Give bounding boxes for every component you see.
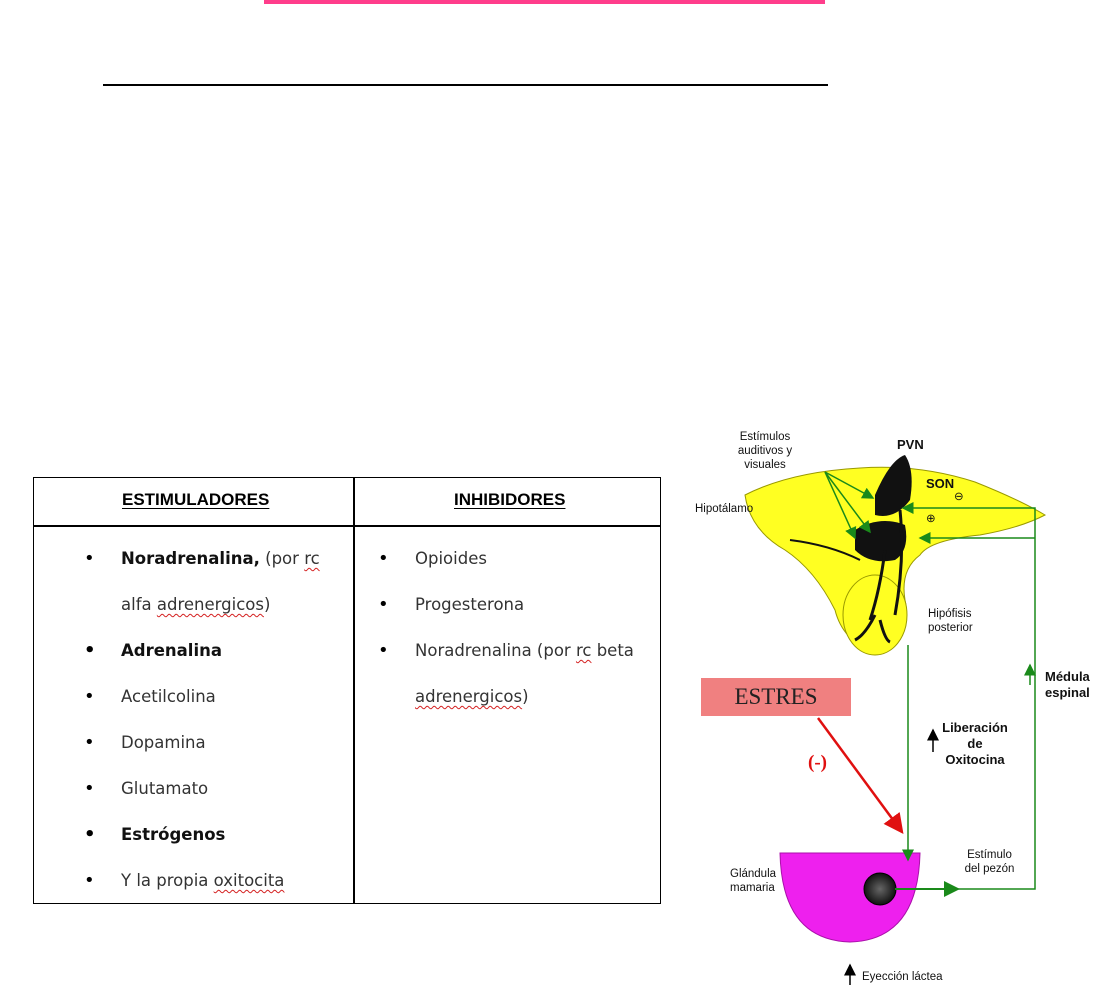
regulators-table xyxy=(33,477,661,904)
stress-arrow xyxy=(818,718,902,832)
label-hipofisis: Hipófisis posterior xyxy=(928,608,973,634)
list-item: • Adrenalina xyxy=(84,628,349,674)
list-item: • Acetilcolina xyxy=(84,674,349,720)
list-item: • Y la propia oxitocita xyxy=(84,858,349,904)
column-divider xyxy=(353,478,355,903)
label-hipotalamo: Hipotálamo xyxy=(695,503,754,515)
label-estimulos: Estímulos auditivos y visuales xyxy=(737,431,793,471)
estres-box: ESTRES xyxy=(701,678,851,716)
nipple xyxy=(864,873,896,905)
list-item: • Dopamina xyxy=(84,720,349,766)
label-son: SON xyxy=(926,476,955,491)
header-accent-bar xyxy=(264,0,825,4)
label-estimulo-pezon: Estímulo del pezón xyxy=(964,849,1015,875)
list-item: • Opioides xyxy=(378,536,658,582)
estimuladores-list xyxy=(84,536,349,904)
list-item: • Noradrenalina, (por rc alfa adrenergicos) xyxy=(84,536,349,628)
header-divider xyxy=(34,525,660,527)
negative-effect-label: (-) xyxy=(808,752,827,773)
label-liberacion: Liberación de Oxitocina xyxy=(942,720,1008,767)
list-item: • Glutamato xyxy=(84,766,349,812)
plus-icon: ⊕ xyxy=(926,513,936,525)
inhibidores-list xyxy=(378,536,658,720)
label-eyeccion: Eyección láctea xyxy=(862,971,943,983)
afferent-path xyxy=(903,508,1035,889)
label-medula: Médula espinal xyxy=(1045,669,1090,700)
header-estimuladores: ESTIMULADORES xyxy=(122,490,270,509)
list-item: • Noradrenalina (por rc beta adrenergicos) xyxy=(378,628,658,720)
list-item: • Progesterona xyxy=(378,582,658,628)
header-inhibidores: INHIBIDORES xyxy=(454,490,566,509)
list-item: • Estrógenos xyxy=(84,812,349,858)
oxytocin-reflex-diagram xyxy=(690,420,1111,985)
gland-shape xyxy=(780,853,920,942)
label-pvn: PVN xyxy=(897,437,924,452)
horizontal-rule xyxy=(103,84,828,86)
minus-icon: ⊖ xyxy=(954,491,964,503)
label-glandula: Glándula mamaria xyxy=(730,868,777,894)
son-nucleus xyxy=(855,521,906,561)
